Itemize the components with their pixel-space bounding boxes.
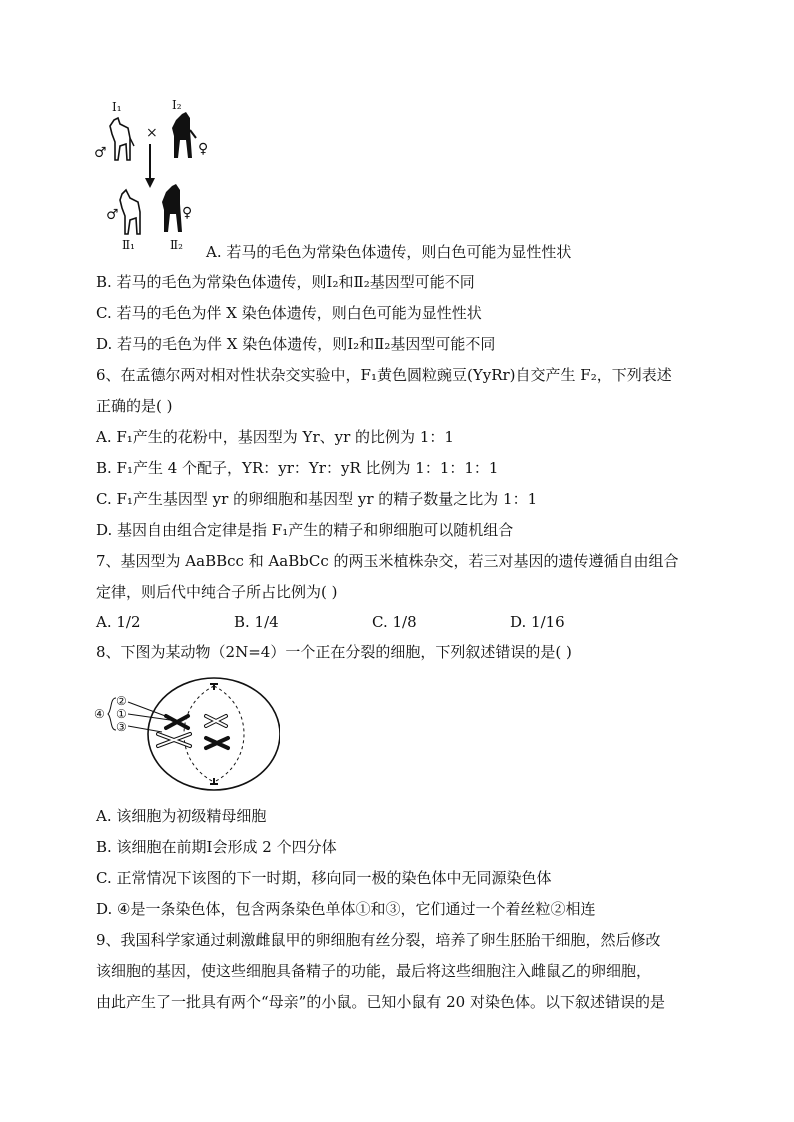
male-symbol-gen2: ♂ — [106, 207, 119, 223]
q7-options — [96, 612, 696, 632]
cell-division-figure — [94, 674, 280, 792]
q8-option-d: D. ④是一条染色体，包含两条染色单体①和③，它们通过一个着丝粒②相连 — [96, 900, 596, 918]
q8-option-b: B. 该细胞在前期Ⅰ会形成 2 个四分体 — [96, 838, 337, 856]
q7-stem-line1: 7、基因型为 AaBBcc 和 AaBbCc 的两玉米植株杂交，若三对基因的遗传遵循自由组合 — [96, 552, 679, 570]
q7-option-a: A. 1/2 — [96, 613, 141, 631]
label-gen1-right: Ⅰ₂ — [172, 98, 182, 112]
q9-stem-line3: 由此产生了一批具有两个“母亲”的小鼠。已知小鼠有 20 对染色体。以下叙述错误的是 — [96, 993, 665, 1011]
q9-stem-line1: 9、我国科学家通过刺激雌鼠甲的卵细胞有丝分裂，培养了卵生胚胎干细胞，然后修改 — [96, 931, 661, 949]
cell-label-1: ① — [116, 707, 127, 721]
female-symbol-gen2: ♀ — [182, 205, 193, 221]
down-arrow-icon — [144, 144, 156, 188]
label-gen2-left: Ⅱ₁ — [122, 238, 135, 252]
black-horse-icon — [168, 110, 198, 162]
male-symbol-gen1: ♂ — [94, 145, 107, 161]
white-horse-icon — [116, 188, 146, 238]
q7-option-b: B. 1/4 — [234, 613, 279, 631]
white-horse-icon — [106, 116, 136, 164]
cell-label-3: ③ — [116, 720, 127, 734]
q6-option-b: B. F₁产生 4 个配子，YR：yr：Yr：yR 比例为 1：1：1：1 — [96, 459, 499, 477]
q6-option-a: A. F₁产生的花粉中，基因型为 Yr、yr 的比例为 1：1 — [96, 428, 454, 446]
q6-stem-line2: 正确的是( ) — [96, 397, 173, 415]
q5-option-a: A. 若马的毛色为常染色体遗传，则白色可能为显性性状 — [206, 243, 572, 261]
q8-stem: 8、下图为某动物（2N=4）一个正在分裂的细胞，下列叙述错误的是( ) — [96, 643, 572, 661]
q7-option-c: C. 1/8 — [372, 613, 417, 631]
q6-stem-line1: 6、在孟德尔两对相对性状杂交实验中，F₁黄色圆粒豌豆(YyRr)自交产生 F₂，下列表述 — [96, 366, 672, 384]
q5-option-d: D. 若马的毛色为伴 X 染色体遗传，则Ⅰ₂和Ⅱ₂基因型可能不同 — [96, 335, 496, 353]
cell-label-4: ④ — [94, 707, 105, 721]
q8-option-a: A. 该细胞为初级精母细胞 — [96, 807, 267, 825]
pedigree-figure — [92, 96, 222, 256]
cross-symbol: × — [146, 125, 158, 141]
q7-stem-line2: 定律，则后代中纯合子所占比例为( ) — [96, 583, 338, 601]
cell-label-2: ② — [116, 694, 127, 708]
q6-option-c: C. F₁产生基因型 yr 的卵细胞和基因型 yr 的精子数量之比为 1：1 — [96, 490, 538, 508]
q5-option-b: B. 若马的毛色为常染色体遗传，则Ⅰ₂和Ⅱ₂基因型可能不同 — [96, 273, 475, 291]
q9-stem-line2: 该细胞的基因，使这些细胞具备精子的功能，最后将这些细胞注入雌鼠乙的卵细胞， — [96, 962, 652, 980]
label-gen2-right: Ⅱ₂ — [170, 238, 183, 252]
q7-option-d: D. 1/16 — [510, 613, 565, 631]
q8-option-c: C. 正常情况下该图的下一时期，移向同一极的染色体中无同源染色体 — [96, 869, 552, 887]
black-horse-icon — [158, 182, 188, 236]
q6-option-d: D. 基因自由组合定律是指 F₁产生的精子和卵细胞可以随机组合 — [96, 521, 514, 539]
female-symbol-gen1: ♀ — [198, 141, 209, 157]
label-gen1-left: Ⅰ₁ — [112, 100, 122, 114]
q5-option-c: C. 若马的毛色为伴 X 染色体遗传，则白色可能为显性性状 — [96, 304, 482, 322]
